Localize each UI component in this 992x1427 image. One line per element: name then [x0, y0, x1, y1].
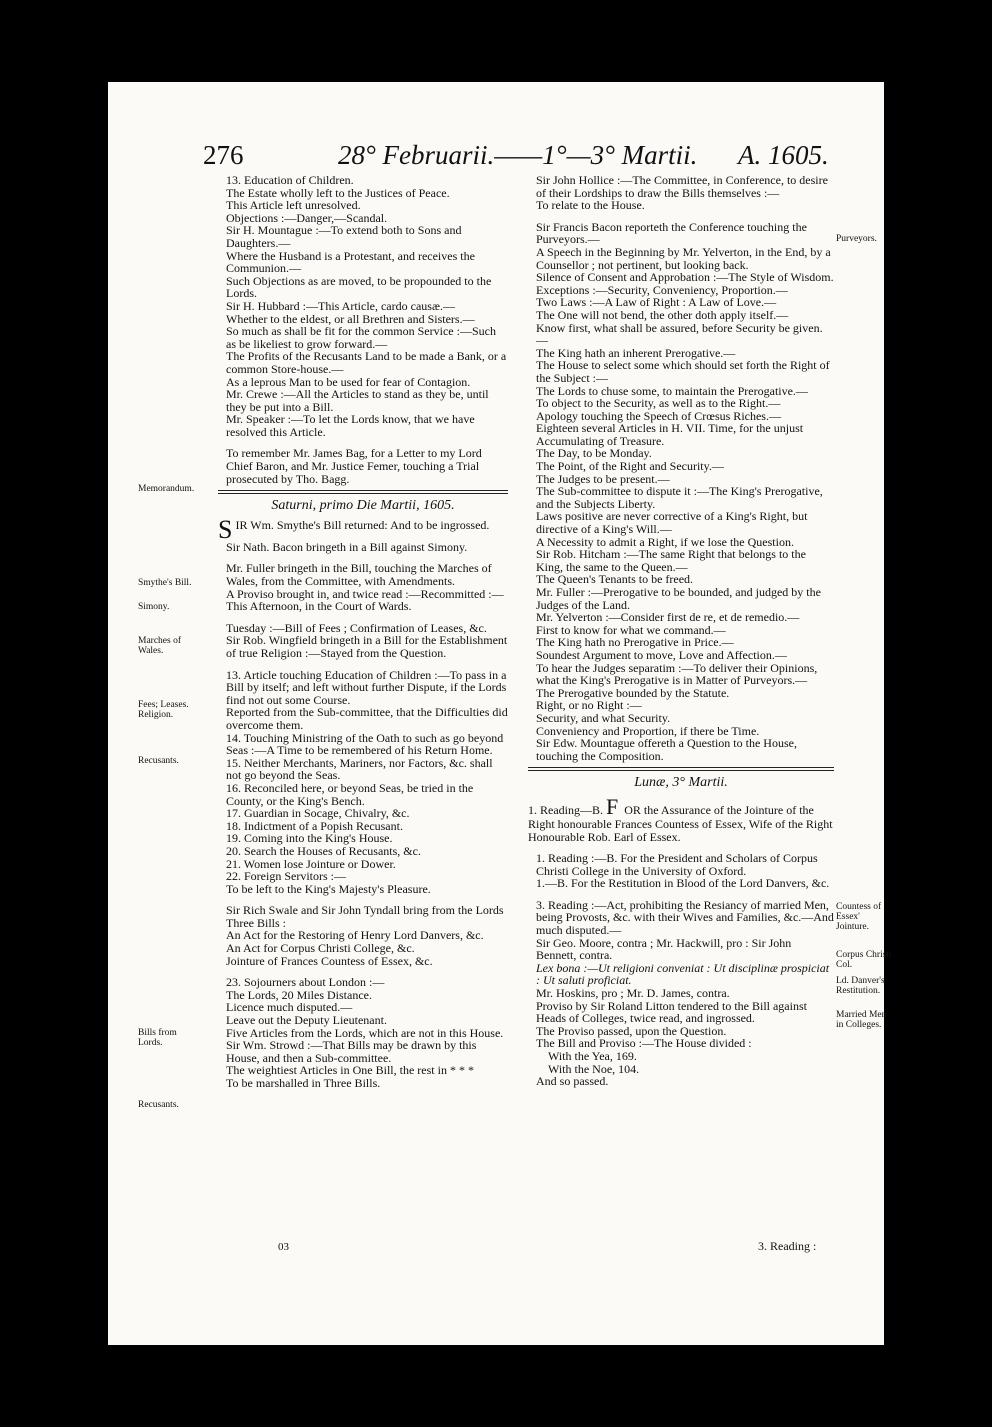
margin-note: Ld. Danver's Restitution. [836, 976, 885, 996]
text-line: Conveniency and Proportion, if there be Time. [536, 723, 760, 738]
margin-note: Recusants. [138, 1100, 179, 1110]
margin-note: Purveyors. [836, 234, 877, 244]
text-line: Jointure of Frances Countess of Essex, &c. [226, 953, 433, 968]
text-line: 13. Education of Children. [226, 173, 354, 187]
page-number: 276 [203, 140, 244, 170]
text-line: Mr. Crewe :—All the Articles to stand as they be, until they be put into a Bill. [226, 387, 489, 414]
text-line: Where the Husband is a Protestant, and receives the Communion.— [226, 248, 475, 276]
text-line: Lex bona :—Ut religioni conveniat : Ut disciplinæ prospiciat : Ut saluti proficiat. [536, 960, 830, 988]
text-line: To hear the Judges separatim :—To deliver their Opinions, what the King's Prerogative is in Matter of Purveyors.— [536, 660, 818, 688]
text-line: Sir John Hollice :—The Committee, in Conference, to desire of their Lordships to draw the Bills themselves :— [536, 173, 828, 200]
text-line: 22. Foreign Servitors :— [226, 869, 346, 884]
text-line: A Proviso brought in, and twice read :—Recommitted :—This Afternoon, in the Court of Wards. [226, 586, 504, 614]
text-line: The Prerogative bounded by the Statute. [536, 685, 730, 700]
text-line: Sir Francis Bacon reporteth the Conference touching the Purveyors.— [536, 219, 807, 247]
text-line: The King hath no Prerogative in Price.— [536, 635, 734, 650]
document-page [108, 82, 892, 1345]
text-line: The Sub-committee to dispute it :—The King's Prerogative, and the Subjects Liberty. [536, 484, 823, 511]
drop-cap: S [218, 514, 233, 544]
text-line: Sir Geo. Moore, contra ; Mr. Hackwill, pro : Sir John Bennett, contra. [536, 935, 792, 963]
text-line: Soundest Argument to move, Love and Affection.— [536, 647, 787, 662]
text-line: The Queen's Tenants to be freed. [536, 572, 694, 587]
catchword: 3. Reading : [758, 1239, 817, 1253]
margin-note: Recusants. [138, 756, 179, 766]
text-line: Silence of Consent and Approbation :—The Style of Wisdom. [536, 270, 834, 285]
text-line: 21. Women lose Jointure or Dower. [226, 856, 396, 871]
text-line: 17. Guardian in Socage, Chivalry, &c. [226, 806, 410, 821]
text-line: The Estate wholly left to the Justices of Peace. [226, 185, 450, 200]
text-line: So much as shall be fit for the common Service :—Such as be likeliest to grow forward.— [226, 324, 496, 351]
margin-note: Memorandum. [138, 484, 195, 494]
text-line: Objections :—Danger,—Scandal. [226, 210, 388, 225]
text-line: Sir Nath. Bacon bringeth in a Bill against Simony. [226, 539, 468, 554]
text-line: 13. Article touching Education of Children :—To pass in a Bill by itself; and left without further Dispute, if the Lords find not out some Course. [226, 667, 507, 707]
text-line: The Judges to be present.— [536, 471, 670, 486]
margin-note: Simony. [138, 602, 170, 612]
text-line: Laws positive are never corrective of a King's Right, but directive of a King's Will.— [536, 509, 808, 537]
text-line: Security, and what Security. [536, 710, 671, 725]
text-line: Sir Rob. Hitcham :—The same Right that belongs to the King, the same to the Queen.— [536, 547, 806, 574]
text-line: Proviso by Sir Roland Litton tendered to the Bill against Heads of Colleges, twice read, and ingrossed. [536, 998, 807, 1026]
text-line: 19. Coming into the King's House. [226, 831, 393, 846]
text-line: 1. Reading—B. [528, 802, 603, 817]
text-line: The One will not bend, the other doth apply itself.— [536, 307, 789, 322]
text-line: With the Noe, 104. [548, 1061, 640, 1076]
text-line: Sir Rob. Wingfield bringeth in a Bill for the Establishment of true Religion :—Stayed from the Question. [226, 633, 508, 660]
text-line: Sir Edw. Mountague offereth a Question to the House, touching the Composition. [536, 736, 797, 763]
text-line: A Speech in the Beginning by Mr. Yelverton, in the End, by a Counsellor ; not pertinent, but looking back. [536, 244, 831, 272]
section-title-lunae: Lunæ, 3° Martii. [634, 775, 728, 791]
section-divider [218, 490, 508, 494]
text-line: Such Objections as are moved, to be propounded to the Lords. [226, 273, 492, 301]
page-year: A. 1605. [738, 140, 829, 170]
text-line: An Act for Corpus Christi College, &c. [226, 941, 415, 956]
text-line: A Necessity to admit a Right, if we lose the Question. [536, 534, 794, 549]
text-line: Mr. Fuller :—Prerogative to be bounded, and judged by the Judges of the Land. [536, 585, 821, 612]
margin-note: Smythe's Bill. [138, 578, 192, 588]
text-line: To be left to the King's Majesty's Pleasure. [226, 881, 431, 896]
text-line: Eighteen several Articles in H. VII. Time, for the unjust Accumulating of Treasure. [536, 421, 804, 448]
text-line: Leave out the Deputy Lieutenant. [226, 1013, 387, 1028]
section-divider [528, 767, 834, 771]
text-line: 18. Indictment of a Popish Recusant. [226, 818, 403, 833]
text-line: 3. Reading :—Act, prohibiting the Resiancy of married Men, being Provosts, &c. with their Wives and Families, &c.—And much disputed.— [536, 897, 834, 938]
text-line: First to know for what we command.— [536, 622, 726, 637]
text-line: And so passed. [536, 1074, 609, 1089]
text-line: Licence much disputed.— [226, 1000, 353, 1015]
text-line: To be marshalled in Three Bills. [226, 1076, 381, 1090]
text-line: The Point, of the Right and Security.— [536, 459, 724, 474]
text-line: Apology touching the Speech of Crœsus Riches.— [536, 408, 781, 423]
text-line: Whether to the eldest, or all Brethren and Sisters.— [226, 311, 475, 326]
text-line: The Proviso passed, upon the Question. [536, 1023, 727, 1038]
margin-note: Married Men in Colleges. [836, 1010, 887, 1030]
text-line: The King hath an inherent Prerogative.— [536, 345, 736, 360]
right-column [528, 174, 834, 1088]
text-line: 1. Reading :—B. For the President and Scholars of Corpus Christi College in the University of Oxford. [536, 851, 818, 878]
text-line: To relate to the House. [536, 198, 645, 213]
text-line: IR Wm. Smythe's Bill returned: And to be ingrossed. [235, 517, 490, 532]
text-line: 15. Neither Merchants, Mariners, nor Factors, &c. shall not go beyond the Seas. [226, 755, 493, 783]
page-title: 28° Februarii.——1°—3° Martii. [338, 140, 698, 170]
text-line: Exceptions :—Security, Conveniency, Proportion.— [536, 282, 788, 297]
text-line: The Bill and Proviso :—The House divided : [536, 1036, 752, 1051]
text-line: Sir H. Mountague :—To extend both to Sons and Daughters.— [226, 223, 462, 250]
text-line: The House to select some which should set forth the Right of the Subject :— [536, 358, 830, 385]
signature-mark: 03 [278, 1241, 289, 1253]
text-line: Know first, what shall be assured, before Security be given.— [536, 320, 823, 348]
text-line: Tuesday :—Bill of Fees ; Confirmation of Leases, &c. [226, 620, 487, 635]
margin-note: Countess of Essex' Jointure. [836, 902, 882, 932]
text-line: Reported from the Sub-committee, that the Difficulties did overcome them. [226, 705, 508, 732]
margin-note: Marches of Wales. [138, 636, 181, 656]
text-line: The Day, to be Monday. [536, 446, 652, 461]
margin-note: Bills from Lords. [138, 1028, 177, 1048]
text-line: Sir H. Hubbard :—This Article, cardo causæ.— [226, 298, 455, 313]
text-line: OR the Assurance of the Jointure of the Right honourable Frances Countess of Essex, Wife of the Right Honourable Rob. Earl of Essex. [528, 802, 833, 844]
text-line: Five Articles from the Lords, which are not in this House. [226, 1025, 504, 1040]
text-line: 1.—B. For the Restitution in Blood of the Lord Danvers, &c. [536, 876, 830, 891]
text-line: 20. Search the Houses of Recusants, &c. [226, 843, 421, 858]
text-line: Mr. Speaker :—To let the Lords know, that we have resolved this Article. [226, 412, 475, 439]
text-line: 16. Reconciled here, or beyond Seas, be tried in the County, or the King's Bench. [226, 780, 474, 808]
left-column [218, 174, 508, 1090]
text-line: Right, or no Right :— [536, 698, 642, 713]
text-line: This Article left unresolved. [226, 198, 361, 213]
text-line: 14. Touching Ministring of the Oath to such as go beyond Seas :—A Time to be remembered of his Return Home. [226, 730, 504, 758]
text-line: The Lords, 20 Miles Distance. [226, 987, 372, 1002]
text-line: With the Yea, 169. [548, 1049, 637, 1063]
text-line: The Lords to chuse some, to maintain the Prerogative.— [536, 383, 808, 398]
text-line: The weightiest Articles in One Bill, the rest in * * * [226, 1063, 474, 1078]
memorandum-text: To remember Mr. James Bag, for a Letter to my Lord Chief Baron, and Mr. Justice Femer, touching a Trial prosecuted by Tho. Bagg. [226, 446, 482, 486]
text-line: As a leprous Man to be used for fear of Contagion. [226, 374, 471, 389]
margin-note: Corpus Christi Col. [836, 950, 892, 970]
text-line: Sir Wm. Strowd :—That Bills may be drawn by this House, and then a Sub-committee. [226, 1038, 477, 1065]
section-title-saturni: Saturni, primo Die Martii, 1605. [271, 498, 455, 514]
drop-cap: F [606, 793, 619, 819]
margin-note: Fees; Leases. Religion. [138, 700, 189, 720]
text-line: 23. Sojourners about London :— [226, 975, 385, 990]
text-line: Mr. Fuller bringeth in the Bill, touching the Marches of Wales, from the Committee, with Amendments. [226, 561, 492, 589]
text-line: Mr. Hoskins, pro ; Mr. D. James, contra. [536, 986, 730, 1001]
text-line: The Profits of the Recusants Land to be made a Bank, or a common Store-house.— [226, 349, 507, 376]
text-line: Mr. Yelverton :—Consider first de re, et de remedio.— [536, 610, 800, 625]
text-line: Sir Rich Swale and Sir John Tyndall bring from the Lords Three Bills : [226, 903, 504, 930]
left-text-block [218, 174, 508, 438]
text-line: Two Laws :—A Law of Right : A Law of Love.— [536, 295, 777, 310]
text-line: An Act for the Restoring of Henry Lord Danvers, &c. [226, 928, 484, 943]
text-line: To object to the Security, as well as to the Right.— [536, 396, 781, 411]
